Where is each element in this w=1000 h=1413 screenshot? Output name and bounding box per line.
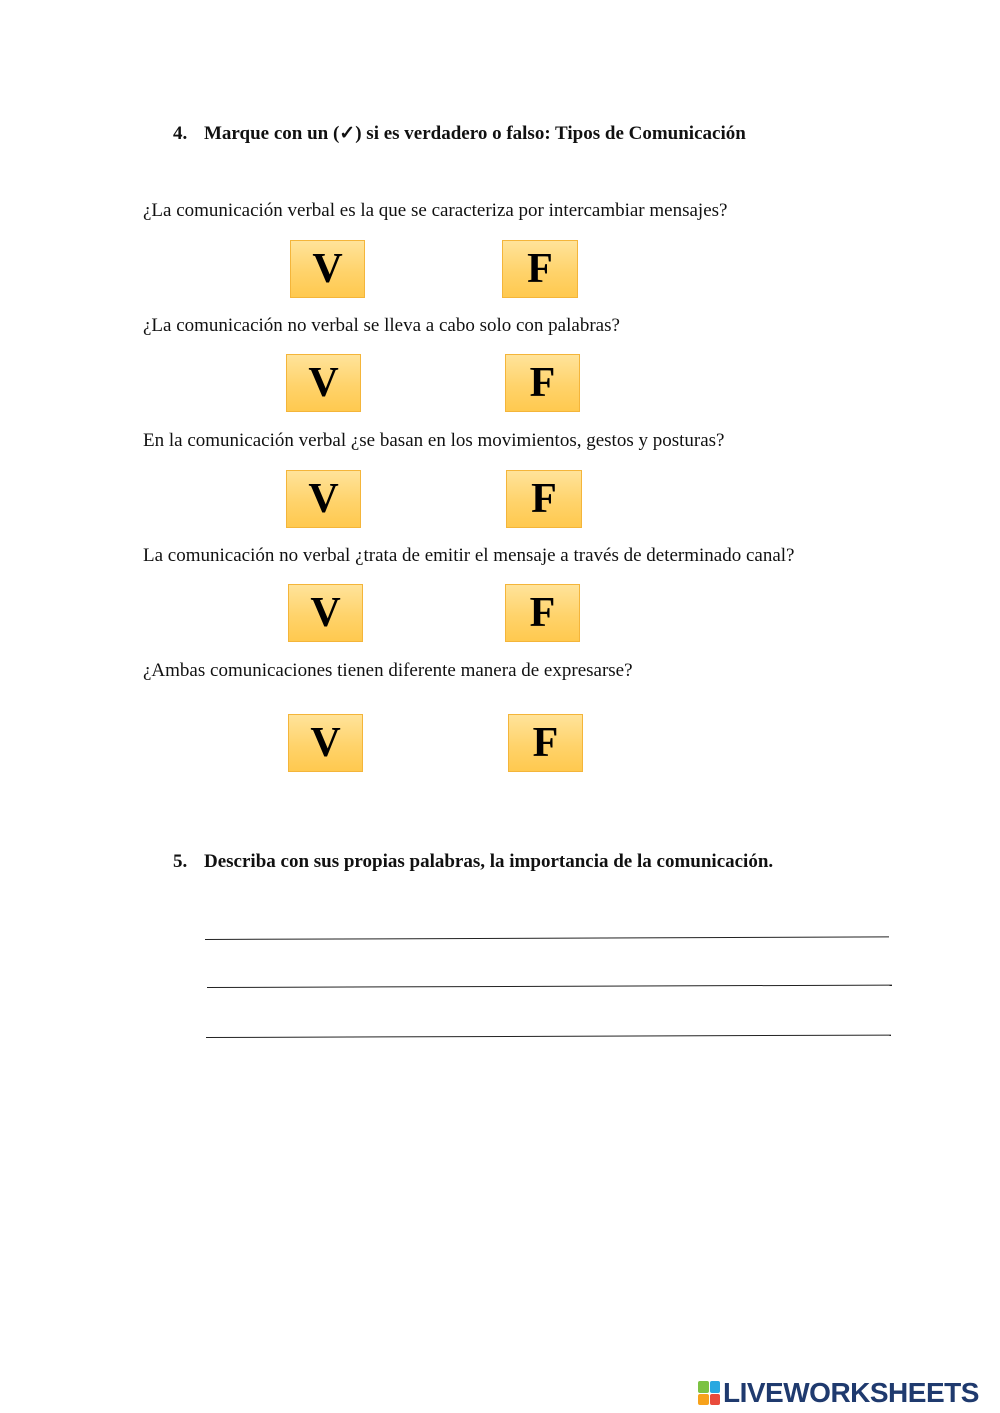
question-3-true-button[interactable]: V — [286, 470, 361, 528]
question-2-false-button[interactable]: F — [505, 354, 580, 412]
question-1-true-button[interactable]: V — [290, 240, 365, 298]
section-5-number: 5. — [173, 851, 188, 872]
question-1-false-button[interactable]: F — [502, 240, 578, 298]
liveworksheets-logo-text: LIVEWORKSHEETS — [723, 1377, 979, 1408]
section-4-number: 4. — [173, 123, 188, 144]
question-4-text: La comunicación no verbal ¿trata de emitir el mensaje a través de determinado canal? — [143, 545, 795, 566]
liveworksheets-logo — [698, 1378, 979, 1408]
section-4-title: Marque con un (✓) si es verdadero o falso: Tipos de Comunicación — [204, 123, 746, 144]
question-5-text: ¿Ambas comunicaciones tienen diferente manera de expresarse? — [143, 660, 633, 681]
question-2-text: ¿La comunicación no verbal se lleva a cabo solo con palabras? — [143, 315, 620, 336]
question-3-text: En la comunicación verbal ¿se basan en los movimientos, gestos y posturas? — [143, 430, 725, 451]
answer-line-1[interactable] — [205, 936, 889, 940]
section-5-heading — [173, 851, 773, 873]
answer-line-3[interactable] — [206, 1035, 891, 1038]
liveworksheets-logo-mark-icon — [698, 1381, 720, 1405]
question-5-true-button[interactable]: V — [288, 714, 363, 772]
section-4-heading — [173, 122, 746, 145]
question-4-false-button[interactable]: F — [505, 584, 580, 642]
question-2-true-button[interactable]: V — [286, 354, 361, 412]
section-5-title: Describa con sus propias palabras, la importancia de la comunicación. — [204, 851, 774, 872]
question-3-false-button[interactable]: F — [506, 470, 582, 528]
question-1-text: ¿La comunicación verbal es la que se caracteriza por intercambiar mensajes? — [143, 200, 728, 221]
question-4-true-button[interactable]: V — [288, 584, 363, 642]
question-5-false-button[interactable]: F — [508, 714, 583, 772]
answer-line-2[interactable] — [207, 985, 892, 988]
